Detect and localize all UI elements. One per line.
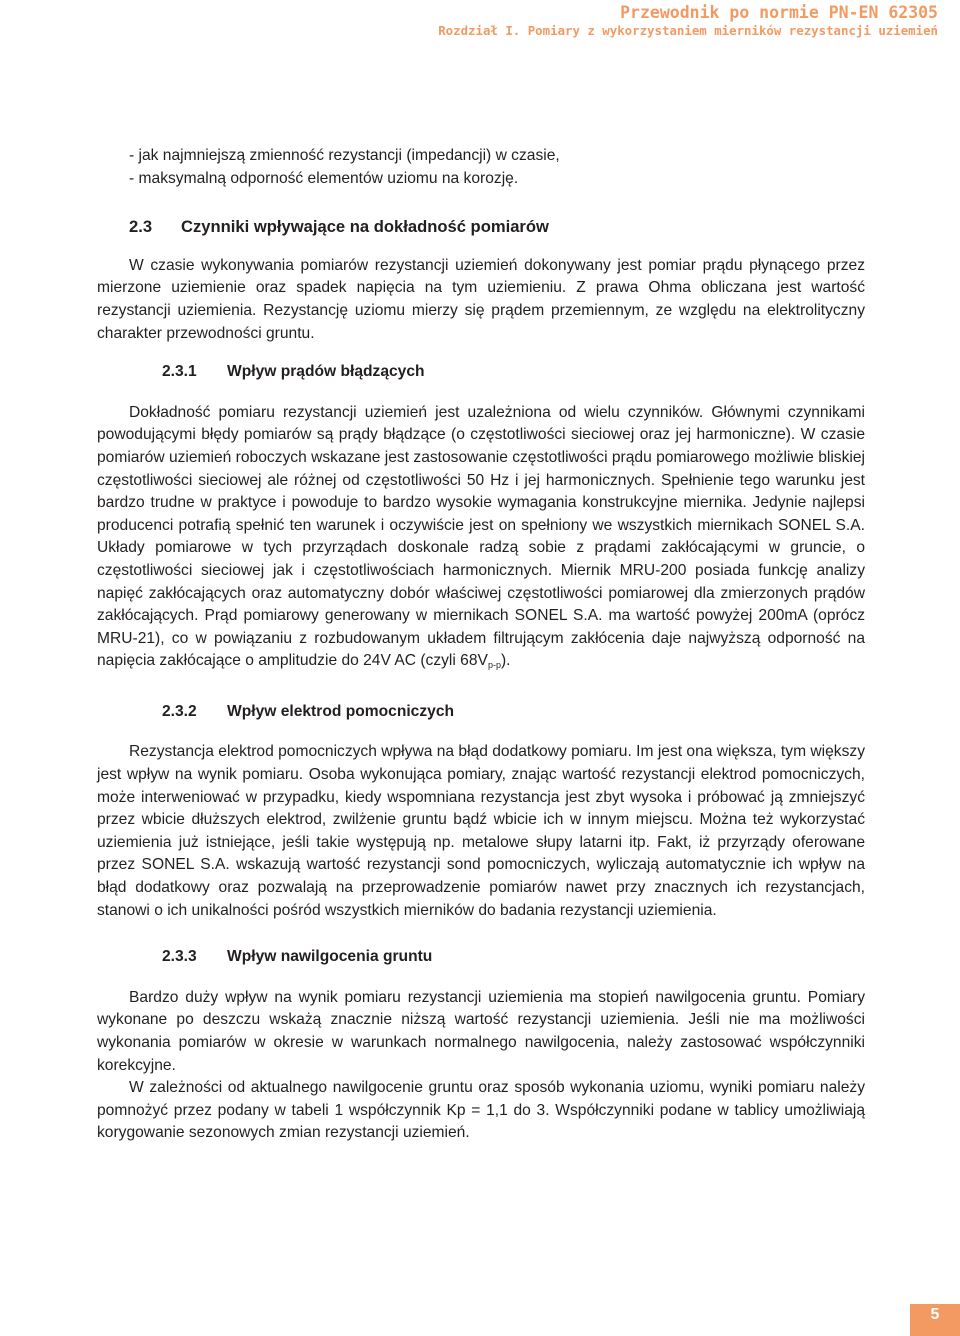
header-subtitle: Rozdział I. Pomiary z wykorzystaniem mierników rezystancji uziemień bbox=[438, 23, 938, 38]
section-title: Czynniki wpływające na dokładność pomiarów bbox=[181, 217, 549, 237]
paragraph: Bardzo duży wpływ na wynik pomiaru rezystancji uziemienia ma stopień nawilgocenia gruntu. Pomiary wykonane po deszczu wskażą znacznie niższą wartość rezystancji uziemienia. Jeśli nie ma możliwości wykonania pomiarów w okresie w warunkach normalnego nawilgocenia, należy zastosować współczynniki korekcyjne. bbox=[97, 988, 865, 1074]
subsection-heading bbox=[162, 701, 865, 724]
bullet-list bbox=[129, 145, 865, 190]
list-item: - jak najmniejszą zmienność rezystancji (impedancji) w czasie, bbox=[129, 147, 560, 164]
header-title: Przewodnik po normie PN-EN 62305 bbox=[620, 3, 938, 22]
paragraph-tail: ). bbox=[500, 652, 511, 670]
subscript: p-p bbox=[487, 660, 501, 671]
paragraph bbox=[97, 402, 865, 677]
subsection-number: 2.3.3 bbox=[162, 948, 197, 966]
subsection-title: Wpływ prądów błądzących bbox=[227, 363, 425, 381]
page-footer bbox=[0, 1306, 960, 1336]
paragraph: W czasie wykonywania pomiarów rezystancji uziemień dokonywany jest pomiar prądu płynącego przez mierzone uziemienie oraz spadek napięcia na tym uziemieniu. Z prawa Ohma obliczana jest wartość rezystancji uziemienia. Rezystancję uziomu mierzy się prądem przemiennym, ze względu na elektrolityczny charakter przewodności gruntu. bbox=[97, 256, 865, 342]
paragraph: Rezystancja elektrod pomocniczych wpływa na błąd dodatkowy pomiaru. Im jest ona większa, tym większy jest wpływ na wynik pomiaru. Osoba wykonująca pomiary, znając wartość rezystancji elektrod pomocniczych, może interweniować w przypadku, kiedy wspomniana rezystancja jest zbyt wysoka i próbować ją zmniejszyć przez wbicie dłuższych elektrod, zwilżenie gruntu bądź wbicie ich w innym miejscu. Można też wykorzystać uziemienia już istniejące, jeśli takie występują np. metalowe słupy latarni itp. Fakt, iż przyrządy oferowane przez SONEL S.A. wskazują wartość rezystancji sond pomocniczych, wyliczają automatycznie ich wpływ na błąd dodatkowy oraz pozwalają na przeprowadzenie pomiarów nawet przy znacznych ich rezystancjach, stanowi o ich unikalności pośród wszystkich mierników do badania rezystancji uziemienia. bbox=[97, 743, 865, 919]
section-number: 2.3 bbox=[129, 217, 153, 237]
page-content bbox=[97, 145, 865, 1145]
page-header bbox=[0, 0, 960, 46]
paragraph: W zależności od aktualnego nawilgocenie gruntu oraz sposób wykonania uziomu, wyniki pomiaru należy pomnożyć przez podany w tabeli 1 współczynnik Kp = 1,1 do 3. Współczynniki podane w tablicy umożliwiają korygowanie sezonowych zmian rezystancji uziemień. bbox=[97, 1079, 865, 1142]
section-heading bbox=[129, 216, 865, 239]
subsection-title: Wpływ elektrod pomocniczych bbox=[227, 702, 455, 720]
subsection-number: 2.3.1 bbox=[162, 363, 197, 381]
subsection-heading bbox=[162, 361, 865, 384]
page-number: 5 bbox=[910, 1304, 960, 1336]
list-item: - maksymalną odporność elementów uziomu na korozję. bbox=[129, 169, 519, 187]
paragraph-text: Dokładność pomiaru rezystancji uziemień jest uzależniona od wielu czynników. Głównymi czynnikami powodującymi błędy pomiarów są prądy błądzące (o częstotliwości sieciowej oraz jej harmoniczne). W czasie pomiarów uziemień roboczych wskazane jest zastosowanie częstotliwości prądu pomiarowego możliwie bliskiej częstotliwości sieciowej ale różnej od częstotliwości 50 Hz i jej harmonicznych. Spełnienie tego warunku jest bardzo trudne w praktyce i powoduje to bardzo wysokie wymagania konstrukcyjne miernika. Jedynie najlepsi producenci potrafią spełnić ten warunek i oczywiście jest on spełniony we wszystkich miernikach SONEL S.A. Układy pomiarowe w tych przyrządach doskonale radzą sobie z prądami zakłócającymi w gruncie, o częstotliwości sieciowej jak i częstotliwościach harmonicznych. Miernik MRU-200 posiada funkcję analizy napięć zakłócających oraz automatyczny dobór właściwej częstotliwości pomiarowej dla zmierzonych prądów zakłócających. Prąd pomiarowy generowany w miernikach SONEL S.A. ma wartość powyżej 200mA (oprócz MRU-21), co w powiązaniu z rozbudowanym układem filtrującym zakłócenia daje najwyższą odporność na napięcia zakłócające o amplitudzie do 24V AC (czyli 68V bbox=[97, 403, 865, 670]
subsection-title: Wpływ nawilgocenia gruntu bbox=[227, 948, 433, 966]
subsection-number: 2.3.2 bbox=[162, 702, 197, 720]
subsection-heading bbox=[162, 946, 865, 969]
